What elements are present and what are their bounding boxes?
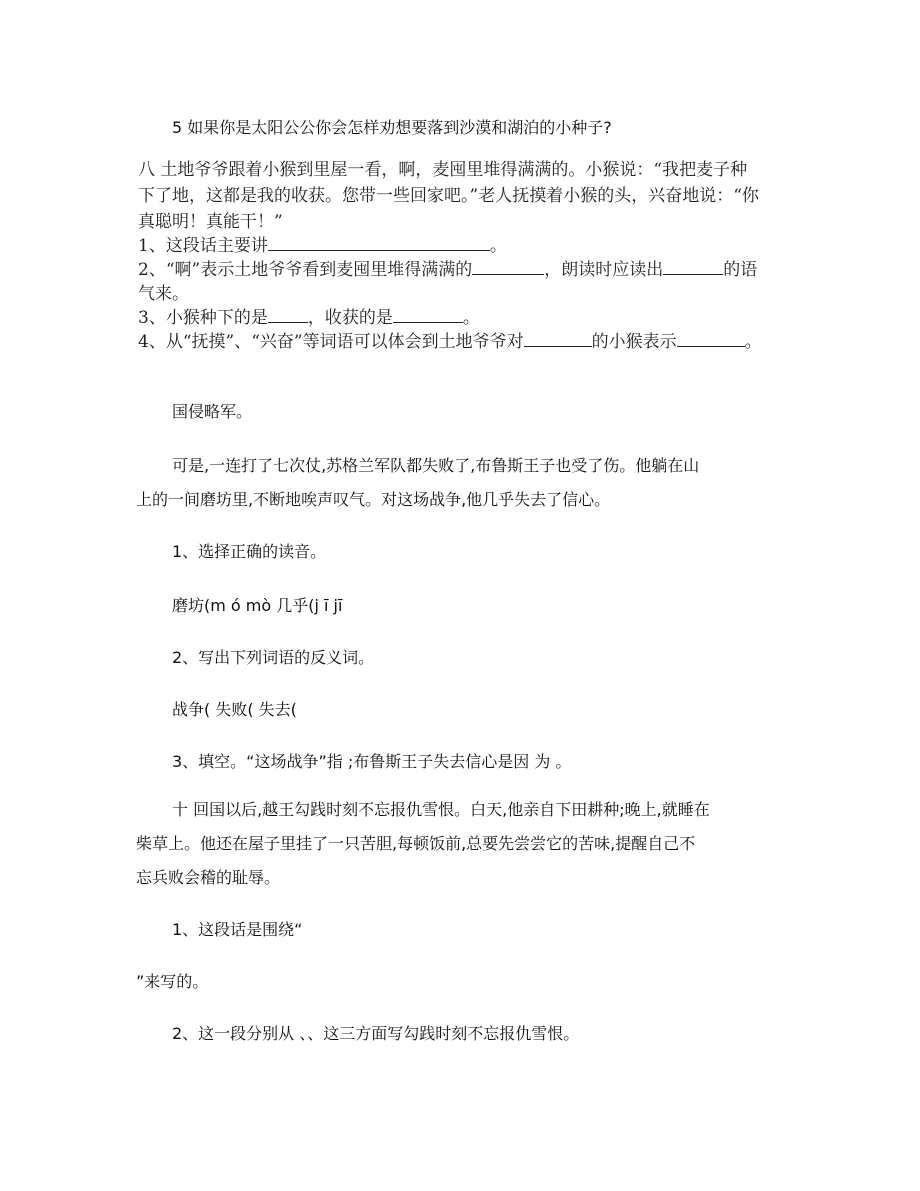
q1-end: 。	[489, 236, 507, 256]
question-3: 3、填空。“这场战争”指 ;布鲁斯王子失去信心是因 为 。	[172, 752, 572, 771]
section-8-paragraph-line-3: 真聪明！真能干！”	[138, 212, 283, 232]
q3-text: 3、小猴种下的是	[138, 308, 268, 328]
paragraph-line-1: 十 回国以后,越王勾践时刻不忘报仇雪恨。白天,他亲自下田耕种;晚上,就睡在	[172, 800, 710, 819]
q4-text: 4、从“抚摸”、“兴奋”等词语可以体会到土地爷爷对	[138, 332, 524, 352]
paragraph-line-2: 柴草上。他还在屋子里挂了一只苦胆,每顿饭前,总要先尝尝它的苦味,提醒自己不	[136, 834, 696, 853]
paragraph-line-1: 可是,一连打了七次仗,苏格兰军队都失败了,布鲁斯王子也受了伤。他躺在山	[172, 456, 700, 475]
q2-text-3: 的语	[723, 260, 758, 280]
section-8-paragraph-line-1: 八 土地爷爷跟着小猴到里屋一看，啊，麦囤里堆得满满的。小猴说：“我把麦子种	[138, 160, 748, 180]
answer-blank[interactable]	[663, 258, 723, 275]
question-2-words: 战争( 失败( 失去(	[172, 700, 297, 719]
paragraph-line-2: 上的一间磨坊里,不断地唉声叹气。对这场战争,他几乎失去了信心。	[136, 490, 611, 509]
paragraph-line-0: 国侵略军。	[172, 402, 253, 421]
q1-text: 1、这段话主要讲	[138, 236, 268, 256]
answer-blank[interactable]	[524, 330, 592, 347]
section-8-paragraph-line-2: 下了地，这都是我的收获。您带一些回家吧。”老人抚摸着小猴的头，兴奋地说：“你	[138, 186, 759, 206]
q3-text-2: ，收获的是	[307, 308, 393, 328]
q3-end: 。	[462, 308, 480, 328]
question-5: 5 如果你是太阳公公你会怎样劝想要落到沙漠和湖泊的小种子?	[172, 118, 612, 137]
answer-blank[interactable]	[472, 258, 544, 275]
question-1-options: 磨坊(m ó mò 几乎(j ī jī	[172, 596, 343, 615]
paragraph-line-3: 忘兵败会稽的耻辱。	[136, 868, 281, 887]
q2-text: 2、“啊”表示土地爷爷看到麦囤里堆得满满的	[138, 260, 473, 280]
q2-text-2: ，朗读时应读出	[544, 260, 664, 280]
answer-blank[interactable]	[268, 306, 308, 323]
section-8-question-2	[138, 258, 757, 282]
section-8-question-4	[138, 330, 762, 354]
section-8-question-2-cont: 气来。	[138, 284, 189, 304]
section-8-question-1	[138, 234, 507, 258]
question-1-part-b: ”来写的。	[136, 972, 209, 991]
question-1-part-a: 1、这段话是围绕“	[172, 920, 303, 939]
answer-blank[interactable]	[268, 234, 490, 251]
question-2: 2、这一段分别从 、、这三方面写勾践时刻不忘报仇雪恨。	[172, 1024, 580, 1043]
question-2: 2、写出下列词语的反义词。	[172, 648, 375, 667]
q4-end: 。	[744, 332, 762, 352]
question-1: 1、选择正确的读音。	[172, 542, 327, 561]
section-8-question-3	[138, 306, 480, 330]
q4-text-2: 的小猴表示	[591, 332, 677, 352]
answer-blank[interactable]	[677, 330, 745, 347]
answer-blank[interactable]	[393, 306, 463, 323]
